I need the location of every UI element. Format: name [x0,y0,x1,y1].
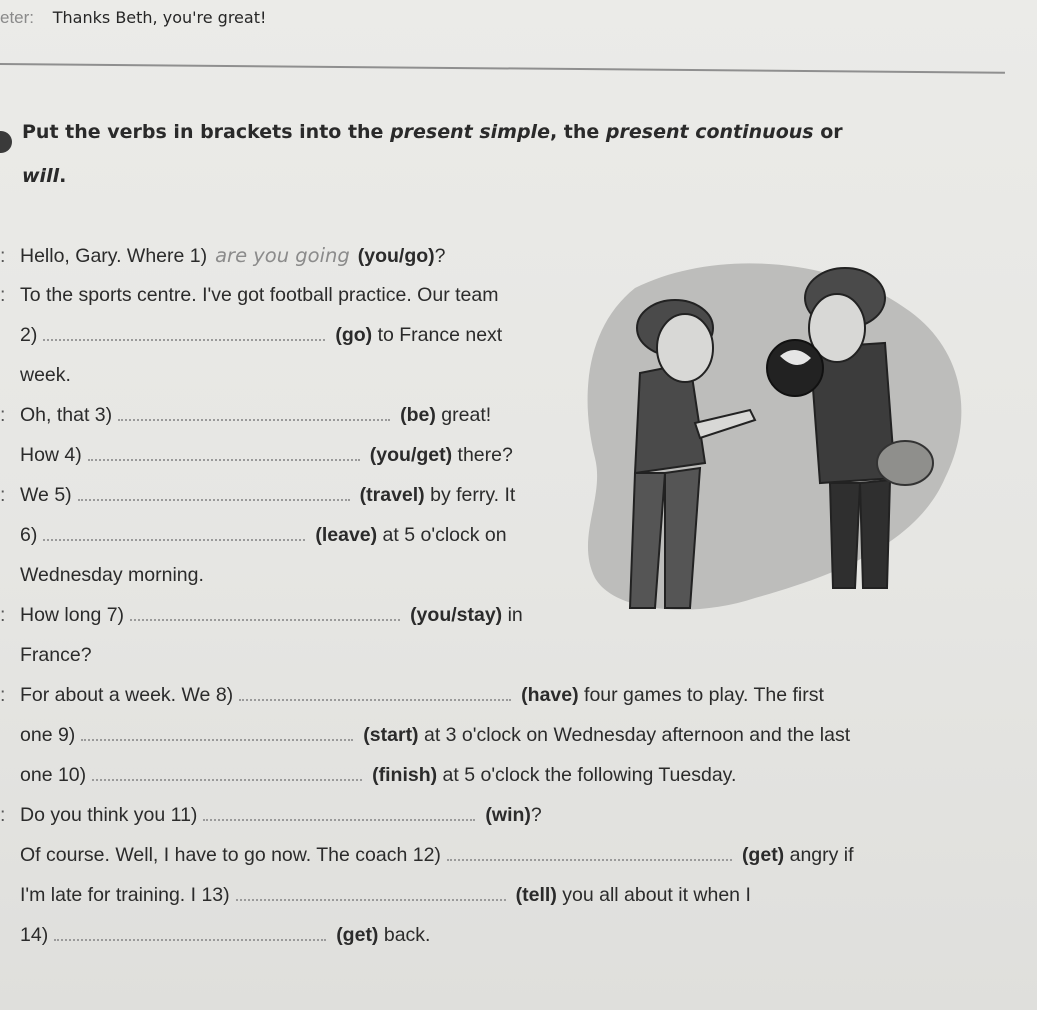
dialogue-line-9 [20,564,204,604]
dialogue-line-10: : How long 7) (you/stay) in [0,604,523,626]
answer-blank-3[interactable] [118,407,390,421]
line-text-end: at 5 o'clock the following Tuesday. [437,764,737,786]
instruction-text-4: . [59,165,67,187]
answer-blank-13[interactable] [236,887,506,901]
line-text: I'm late for training. I 13) [20,884,230,906]
dialogue-line-12: : For about a week. We 8) (have) four games to play. The first [0,684,824,706]
line-text-end: ? [530,804,542,826]
line-text-end: you all about it when I [556,884,751,906]
line-text: To the sports centre. I've got football practice. Our team [20,284,499,306]
dialogue-line-15: : Do you think you 11) (win)? [0,804,542,826]
line-text: one 10) [20,764,87,786]
answer-blank-2[interactable] [43,327,325,341]
line-text: Of course. Well, I have to go now. The coach 12) [20,844,441,866]
line-text-end: ? [434,245,446,267]
line-text: week. [20,364,71,386]
verb-hint: (get) [336,924,379,946]
answer-blank-4[interactable] [88,447,360,461]
line-text: 14) [20,924,49,946]
dialogue-line-13 [20,724,850,764]
verb-hint: (be) [400,404,436,426]
verb-hint: (start) [363,724,419,746]
line-text: We 5) [20,484,72,506]
line-text-end: at 3 o'clock on Wednesday afternoon and the last [418,724,851,746]
verb-hint: (finish) [372,764,438,786]
answer-blank-14[interactable] [54,927,326,941]
dialogue-line-14 [20,764,736,804]
line-text: How long 7) [20,604,125,626]
answer-blank-7[interactable] [130,607,400,621]
previous-dialogue-line [0,8,266,28]
verb-hint: (tell) [515,884,557,906]
verb-hint: (you/stay) [410,604,503,626]
verb-hint: (you/go) [357,245,435,267]
dialogue-line-7: : We 5) (travel) by ferry. It [0,484,516,506]
line-text: one 9) [20,724,76,746]
section-divider [0,63,1005,74]
verb-hint: (travel) [359,484,425,506]
instruction-will: will [22,165,60,187]
line-text-end: to France next [372,324,503,346]
line-text: Hello, Gary. Where 1) [20,245,208,267]
dialogue-line-17 [20,884,751,924]
verb-hint: (you/get) [369,444,453,466]
verb-hint: (win) [485,804,531,826]
answer-blank-12[interactable] [447,847,732,861]
line-text-end: back. [378,924,431,946]
dialogue-line-11 [20,644,92,684]
answer-blank-11[interactable] [203,807,475,821]
dialogue-line-8 [20,524,507,564]
dialogue-line-2: : To the sports centre. I've got football practice. Our team [0,284,499,306]
line-text: Do you think you 11) [20,804,198,826]
instruction-text-3: or [813,121,843,143]
line-text-end: great! [435,404,492,426]
dialogue-line-6 [20,444,513,484]
answer-1[interactable]: are you going [215,244,350,267]
line-text-end: at 5 o'clock on [377,524,507,546]
line-text: 6) [20,524,38,546]
line-text-end: angry if [784,844,854,866]
answer-blank-5[interactable] [78,487,350,501]
verb-hint: (leave) [315,524,378,546]
instruction-present-continuous: present continuous [605,121,814,143]
boys-with-ball-illustration [575,248,975,628]
line-text-end: there? [452,444,513,466]
dialogue-line-1: : Hello, Gary. Where 1) are you going (you/go)? [0,244,446,267]
verb-hint: (have) [521,684,579,706]
line-text: How 4) [20,444,82,466]
dialogue-line-5: : Oh, that 3) (be) great! [0,404,492,426]
dialogue-line-3 [20,324,502,364]
verb-hint: (go) [335,324,373,346]
answer-blank-10[interactable] [92,767,362,781]
dialogue-line-16 [20,844,854,884]
exercise-bullet-icon [0,131,12,153]
line-text-end: by ferry. It [424,484,516,506]
line-text-end: in [502,604,523,626]
instruction-present-simple: present simple [390,121,550,143]
answer-blank-8[interactable] [239,687,511,701]
previous-speaker: eter: [0,8,35,27]
answer-blank-9[interactable] [81,727,353,741]
exercise-instruction [22,110,1012,198]
verb-hint: (get) [741,844,785,866]
line-text: Oh, that 3) [20,404,113,426]
line-text-end: four games to play. The first [578,684,824,706]
previous-text: Thanks Beth, you're great! [52,8,267,27]
dialogue-line-4 [20,364,71,404]
line-text: For about a week. We 8) [20,684,234,706]
instruction-text-2: , the [549,121,606,143]
instruction-text-1: Put the verbs in brackets into the [22,121,391,143]
line-text: Wednesday morning. [20,564,204,586]
dialogue-line-18 [20,924,430,964]
line-text: 2) [20,324,38,346]
answer-blank-6[interactable] [43,527,305,541]
line-text: France? [20,644,92,666]
